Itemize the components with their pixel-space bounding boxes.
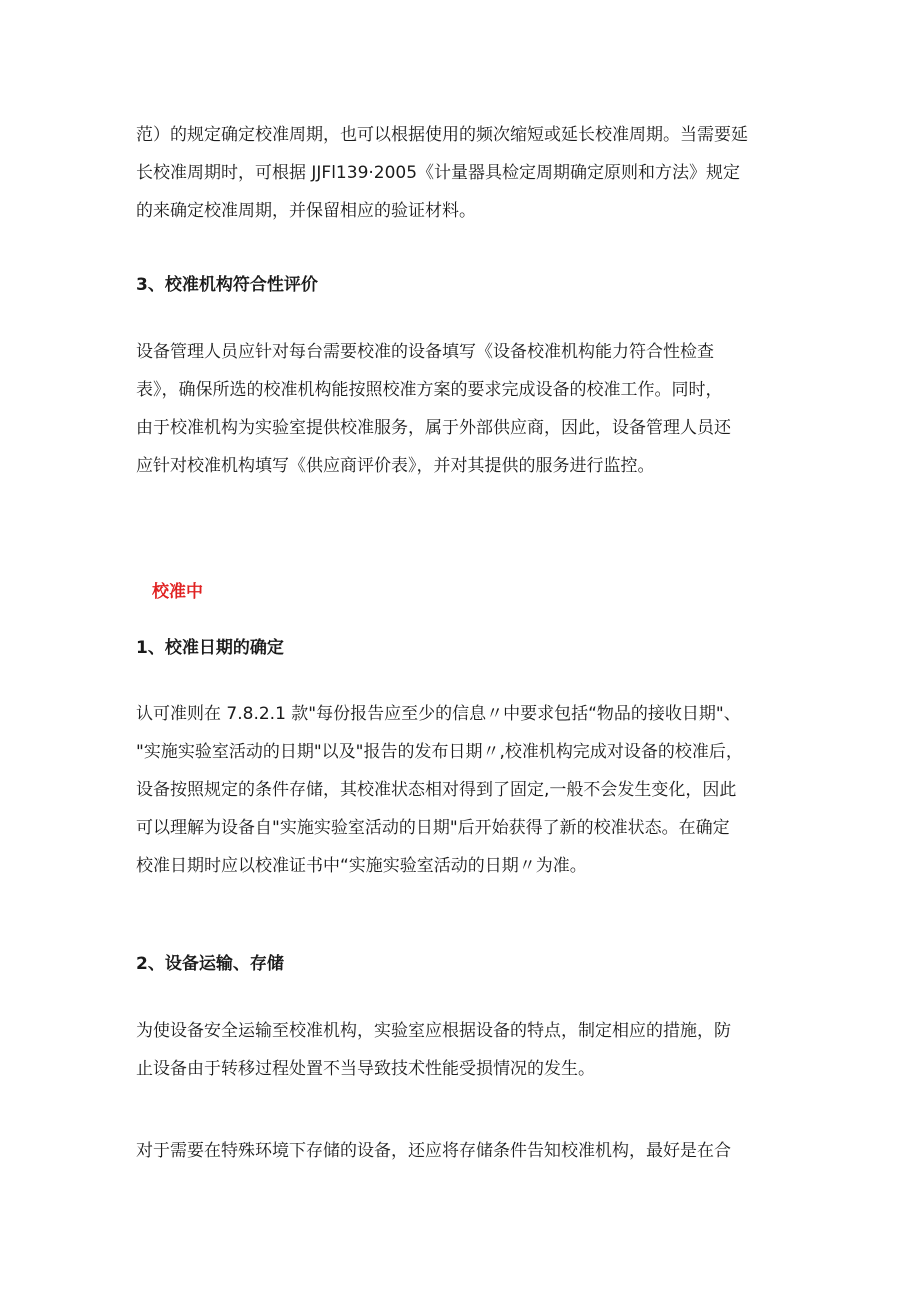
heading-calibration-date: 1、校准日期的确定 — [136, 638, 284, 658]
text-line: 由于校准机构为实验室提供校准服务，属于外部供应商，因此，设备管理人员还 — [136, 418, 731, 438]
paragraph-conformity-evaluation — [136, 333, 796, 485]
text-line: 表》，确保所选的校准机构能按照校准方案的要求完成设备的校准工作。同时， — [136, 380, 723, 400]
text-line: 对于需要在特殊环境下存储的设备，还应将存储条件告知校准机构，最好是在合 — [136, 1141, 731, 1161]
text-line: 设备管理人员应针对每台需要校准的设备填写《设备校准机构能力符合性检查 — [136, 342, 714, 362]
section-title-during-calibration: 校准中 — [152, 582, 203, 602]
text-line: 校准日期时应以校准证书中“实施实验室活动的日期〃为准。 — [136, 856, 587, 876]
text-line: 范）的规定确定校准周期，也可以根据使用的频次缩短或延长校准周期。当需要延 — [136, 125, 748, 145]
text-line: 可以理解为设备自"实施实验室活动的日期"后开始获得了新的校准状态。在确定 — [136, 818, 730, 838]
text-line: 设备按照规定的条件存储，其校准状态相对得到了固定,一般不会发生变化，因此 — [136, 780, 737, 800]
heading-conformity-evaluation: 3、校准机构符合性评价 — [136, 275, 318, 295]
text-line: 应针对校准机构填写《供应商评价表》，并对其提供的服务进行监控。 — [136, 456, 655, 476]
heading-transport-storage: 2、设备运输、存储 — [136, 954, 284, 974]
text-line: 止设备由于转移过程处置不当导致技术性能受损情况的发生。 — [136, 1059, 595, 1079]
paragraph-transport — [136, 1012, 796, 1088]
paragraph-storage — [136, 1132, 796, 1170]
text-line: "实施实验室活动的日期"以及"报告的发布日期〃,校准机构完成对设备的校准后， — [136, 742, 743, 762]
text-line: 为使设备安全运输至校准机构，实验室应根据设备的特点，制定相应的措施，防 — [136, 1021, 731, 1041]
paragraph-calibration-period — [136, 116, 796, 230]
text-line: 的来确定校准周期，并保留相应的验证材料。 — [136, 201, 476, 221]
text-line: 认可准则在 7.8.2.1 款"每份报告应至少的信息〃中要求包括“物品的接收日期"、 — [136, 704, 741, 724]
paragraph-calibration-date — [136, 695, 796, 885]
text-line: 长校准周期时，可根据 JJFl139·2005《计量器具检定周期确定原则和方法》规定 — [136, 163, 741, 183]
